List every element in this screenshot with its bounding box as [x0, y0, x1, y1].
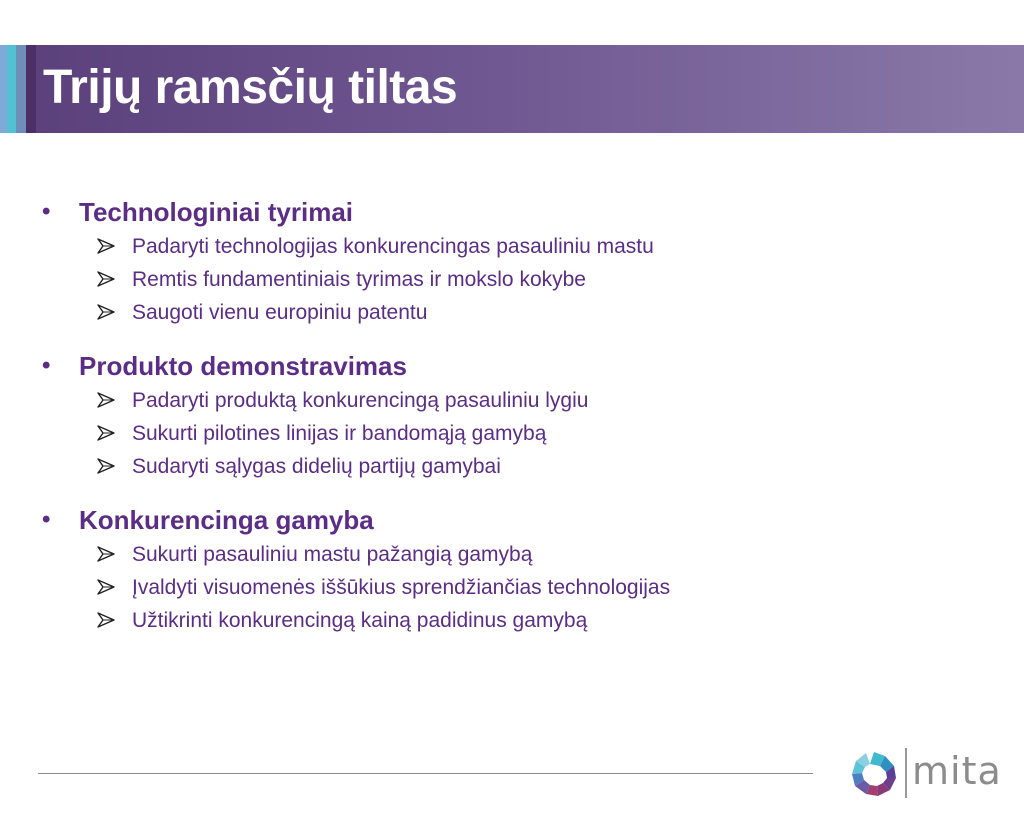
arrow-right-icon: [96, 579, 116, 595]
section-product-demonstration: [42, 348, 982, 483]
title-stripe: [16, 45, 26, 133]
title-stripe: [26, 45, 36, 133]
section-heading-text: Konkurencinga gamyba: [79, 505, 374, 535]
list-item-text: Sukurti pilotines linijas ir bandomąją gamybą: [132, 422, 547, 445]
list-item: [42, 296, 982, 329]
list-item-text: Sukurti pasauliniu mastu pažangią gamybą: [132, 543, 533, 566]
list-item: [42, 450, 982, 483]
list-item: [42, 604, 982, 637]
arrow-right-icon: [96, 271, 116, 287]
list-item: [42, 230, 982, 263]
arrow-right-icon: [96, 238, 116, 254]
list-item-text: Saugoti vienu europiniu patentu: [132, 301, 428, 324]
bullet-dot-icon: •: [42, 352, 51, 379]
arrow-right-icon: [96, 612, 116, 628]
arrow-right-icon: [96, 392, 116, 408]
arrow-right-icon: [96, 304, 116, 320]
mita-logo-icon: [850, 750, 898, 798]
list-item: [42, 571, 982, 604]
footer-divider: [38, 773, 813, 774]
list-item: [42, 417, 982, 450]
list-item: [42, 263, 982, 296]
list-item: [42, 538, 982, 571]
title-stripe: [7, 45, 16, 133]
list-item-text: Remtis fundamentiniais tyrimas ir mokslo kokybe: [132, 268, 586, 291]
slide-content: [42, 194, 982, 656]
page-title: Trijų ramsčių tiltas: [43, 61, 458, 114]
section-competitive-manufacturing: [42, 502, 982, 637]
mita-logo: [850, 748, 1002, 800]
section-heading-text: Produkto demonstravimas: [79, 351, 407, 381]
sub-list: [42, 384, 982, 483]
section-heading: [42, 194, 982, 230]
sub-list: [42, 230, 982, 329]
section-technology-research: [42, 194, 982, 329]
bullet-dot-icon: •: [42, 506, 51, 533]
list-item-text: Padaryti technologijas konkurencingas pasauliniu mastu: [132, 235, 654, 258]
list-item-text: Padaryti produktą konkurencingą pasauliniu lygiu: [132, 389, 589, 412]
arrow-right-icon: [96, 425, 116, 441]
title-bar: [0, 45, 1024, 133]
list-item-text: Įvaldyti visuomenės iššūkius sprendžiančias technologijas: [132, 576, 671, 599]
list-item: [42, 384, 982, 417]
title-stripe: [0, 45, 7, 133]
section-heading-text: Technologiniai tyrimai: [79, 197, 354, 227]
list-item-text: Sudaryti sąlygas didelių partijų gamybai: [132, 455, 501, 478]
sub-list: [42, 538, 982, 637]
arrow-right-icon: [96, 458, 116, 474]
logo-text: mita: [912, 749, 1002, 793]
section-heading: [42, 348, 982, 384]
section-heading: [42, 502, 982, 538]
logo-divider: [905, 748, 907, 798]
arrow-right-icon: [96, 546, 116, 562]
list-item-text: Užtikrinti konkurencingą kainą padidinus gamybą: [132, 609, 588, 632]
bullet-dot-icon: •: [42, 198, 51, 225]
